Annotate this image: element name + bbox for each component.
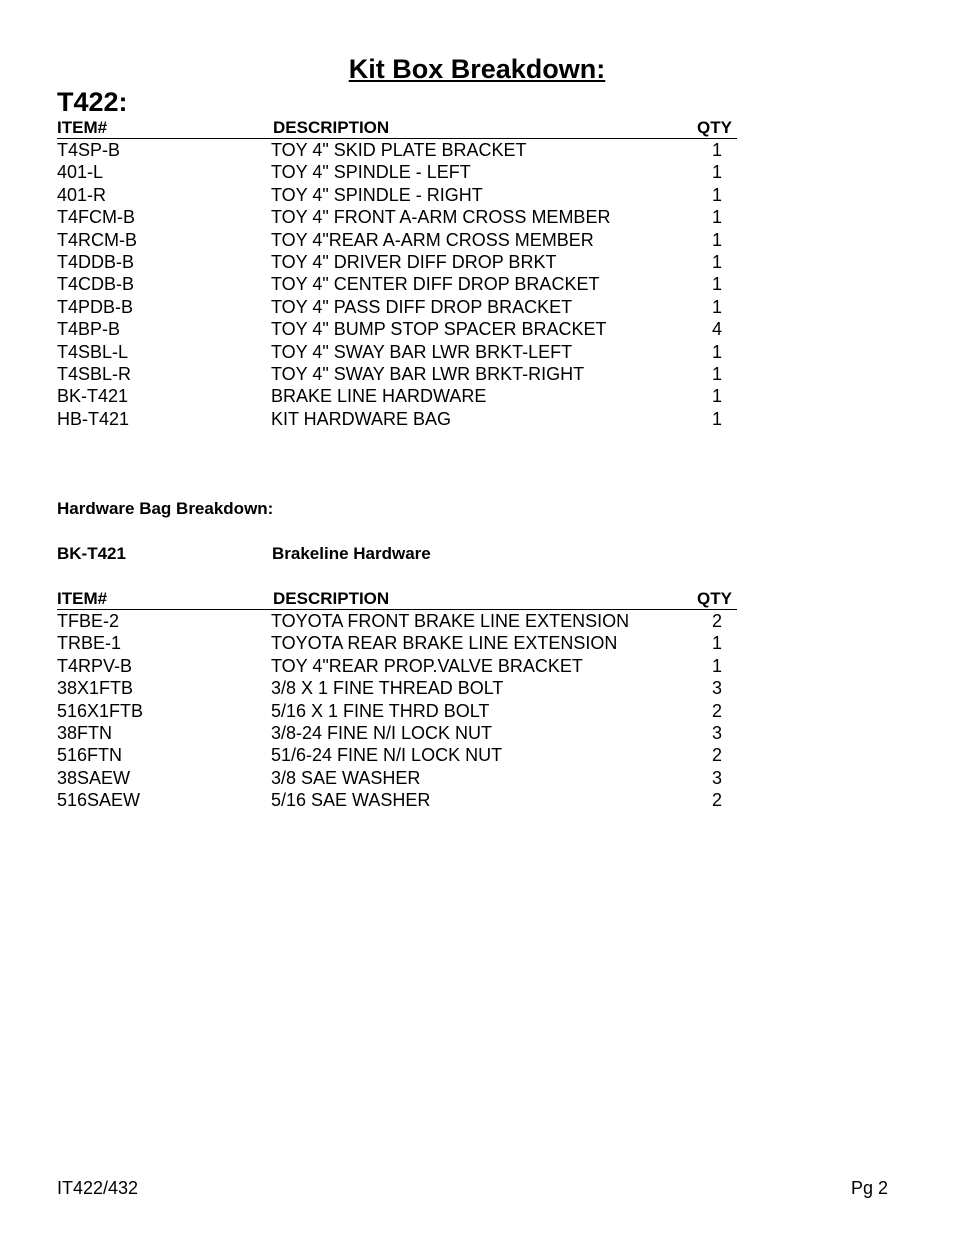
item-cell: T4CDB-B	[57, 274, 135, 295]
qty-column-header: QTY	[697, 589, 732, 608]
item-cell: 38X1FTB	[57, 678, 134, 699]
description-cell: 5/16 X 1 FINE THRD BOLT	[271, 700, 490, 721]
qty-cell: 2	[712, 611, 723, 631]
qty-cell: 2	[712, 790, 723, 811]
table-row	[57, 296, 737, 318]
qty-cell: 1	[712, 386, 723, 407]
footer-doc-id: IT422/432	[57, 1178, 139, 1198]
description-cell: TOY 4" SPINDLE - RIGHT	[271, 184, 483, 205]
item-cell: HB-T421	[57, 408, 130, 429]
table-row	[57, 184, 737, 206]
description-cell: 3/8-24 FINE N/I LOCK NUT	[271, 722, 493, 743]
item-cell: 516SAEW	[57, 790, 141, 811]
hardware-table-body	[57, 610, 737, 812]
qty-cell: 4	[712, 319, 723, 340]
table-row	[57, 341, 737, 363]
item-column-header: ITEM#	[57, 118, 108, 137]
footer-page-number: Pg 2	[850, 1178, 888, 1198]
item-column-header: ITEM#	[57, 589, 108, 608]
item-cell: T4FCM-B	[57, 207, 135, 228]
description-cell: TOY 4" CENTER DIFF DROP BRACKET	[271, 274, 600, 295]
qty-cell: 2	[712, 745, 723, 766]
item-cell: T4SBL-L	[57, 341, 129, 362]
description-cell: 51/6-24 FINE N/I LOCK NUT	[271, 745, 503, 766]
table-row	[57, 318, 737, 340]
item-cell: T4RCM-B	[57, 229, 137, 250]
item-cell: 516X1FTB	[57, 700, 144, 721]
qty-cell: 1	[712, 363, 723, 384]
item-cell: TRBE-1	[57, 633, 122, 654]
description-cell: TOYOTA REAR BRAKE LINE EXTENSION	[271, 633, 618, 654]
qty-cell: 1	[712, 229, 723, 250]
item-cell: 38SAEW	[57, 767, 131, 788]
description-cell: TOY 4" SWAY BAR LWR BRKT-RIGHT	[271, 363, 585, 384]
table-row	[57, 655, 737, 677]
table-row	[57, 789, 737, 811]
qty-cell: 1	[712, 251, 723, 272]
item-cell: T4BP-B	[57, 319, 121, 340]
description-column-header: DESCRIPTION	[273, 589, 390, 608]
qty-cell: 3	[712, 722, 723, 743]
description-cell: TOY 4" SWAY BAR LWR BRKT-LEFT	[271, 341, 573, 362]
page-title: Kit Box Breakdown:	[348, 54, 606, 84]
hardware-bag-code: BK-T421	[57, 544, 126, 563]
item-cell: T4DDB-B	[57, 251, 135, 272]
description-cell: TOY 4"REAR PROP.VALVE BRACKET	[271, 655, 583, 676]
qty-cell: 1	[712, 162, 723, 183]
table-row	[57, 251, 737, 273]
description-cell: TOY 4" FRONT A-ARM CROSS MEMBER	[271, 207, 611, 228]
kit-code: T422:	[57, 87, 128, 117]
qty-cell: 1	[712, 341, 723, 362]
item-cell: 401-L	[57, 162, 104, 183]
table-row	[57, 767, 737, 789]
description-column-header: DESCRIPTION	[273, 118, 390, 137]
qty-column-header: QTY	[697, 118, 732, 137]
qty-cell: 1	[712, 296, 723, 317]
item-cell: BK-T421	[57, 386, 129, 407]
item-cell: T4PDB-B	[57, 296, 134, 317]
qty-cell: 2	[712, 700, 723, 721]
kit-parts-table	[57, 118, 737, 430]
hardware-bag-description: Brakeline Hardware	[272, 544, 431, 563]
qty-cell: 1	[712, 408, 723, 429]
qty-cell: 1	[712, 207, 723, 228]
hardware-section-label: Hardware Bag Breakdown:	[57, 499, 274, 518]
hardware-table-header	[57, 589, 737, 610]
item-cell: T4SBL-R	[57, 363, 132, 384]
item-cell: 401-R	[57, 184, 107, 205]
table-row	[57, 722, 737, 744]
description-cell: BRAKE LINE HARDWARE	[271, 386, 487, 407]
description-cell: TOY 4" PASS DIFF DROP BRACKET	[271, 296, 573, 317]
kit-table-body	[57, 139, 737, 430]
table-row	[57, 363, 737, 385]
table-row	[57, 273, 737, 295]
description-cell: TOY 4" BUMP STOP SPACER BRACKET	[271, 319, 607, 340]
description-cell: KIT HARDWARE BAG	[271, 408, 452, 429]
description-cell: 5/16 SAE WASHER	[271, 790, 431, 811]
description-cell: TOY 4" DRIVER DIFF DROP BRKT	[271, 251, 557, 272]
item-cell: 38FTN	[57, 722, 113, 743]
table-row	[57, 206, 737, 228]
item-cell: TFBE-2	[57, 611, 120, 631]
table-row	[57, 610, 737, 632]
table-row	[57, 632, 737, 654]
description-cell: TOYOTA FRONT BRAKE LINE EXTENSION	[271, 611, 630, 631]
table-row	[57, 744, 737, 766]
qty-cell: 1	[712, 140, 723, 160]
description-cell: TOY 4"REAR A-ARM CROSS MEMBER	[271, 229, 594, 250]
qty-cell: 1	[712, 633, 723, 654]
table-row	[57, 229, 737, 251]
description-cell: 3/8 SAE WASHER	[271, 767, 421, 788]
table-row	[57, 385, 737, 407]
qty-cell: 1	[712, 184, 723, 205]
item-cell: T4RPV-B	[57, 655, 133, 676]
qty-cell: 3	[712, 767, 723, 788]
table-row	[57, 700, 737, 722]
qty-cell: 1	[712, 655, 723, 676]
table-row	[57, 161, 737, 183]
table-row	[57, 408, 737, 430]
table-row	[57, 139, 737, 161]
qty-cell: 1	[712, 274, 723, 295]
table-row	[57, 677, 737, 699]
hardware-parts-table	[57, 589, 737, 812]
description-cell: TOY 4" SKID PLATE BRACKET	[271, 140, 527, 160]
description-cell: 3/8 X 1 FINE THREAD BOLT	[271, 678, 504, 699]
item-cell: 516FTN	[57, 745, 123, 766]
kit-table-header	[57, 118, 737, 139]
item-cell: T4SP-B	[57, 140, 121, 160]
qty-cell: 3	[712, 678, 723, 699]
description-cell: TOY 4" SPINDLE - LEFT	[271, 162, 471, 183]
